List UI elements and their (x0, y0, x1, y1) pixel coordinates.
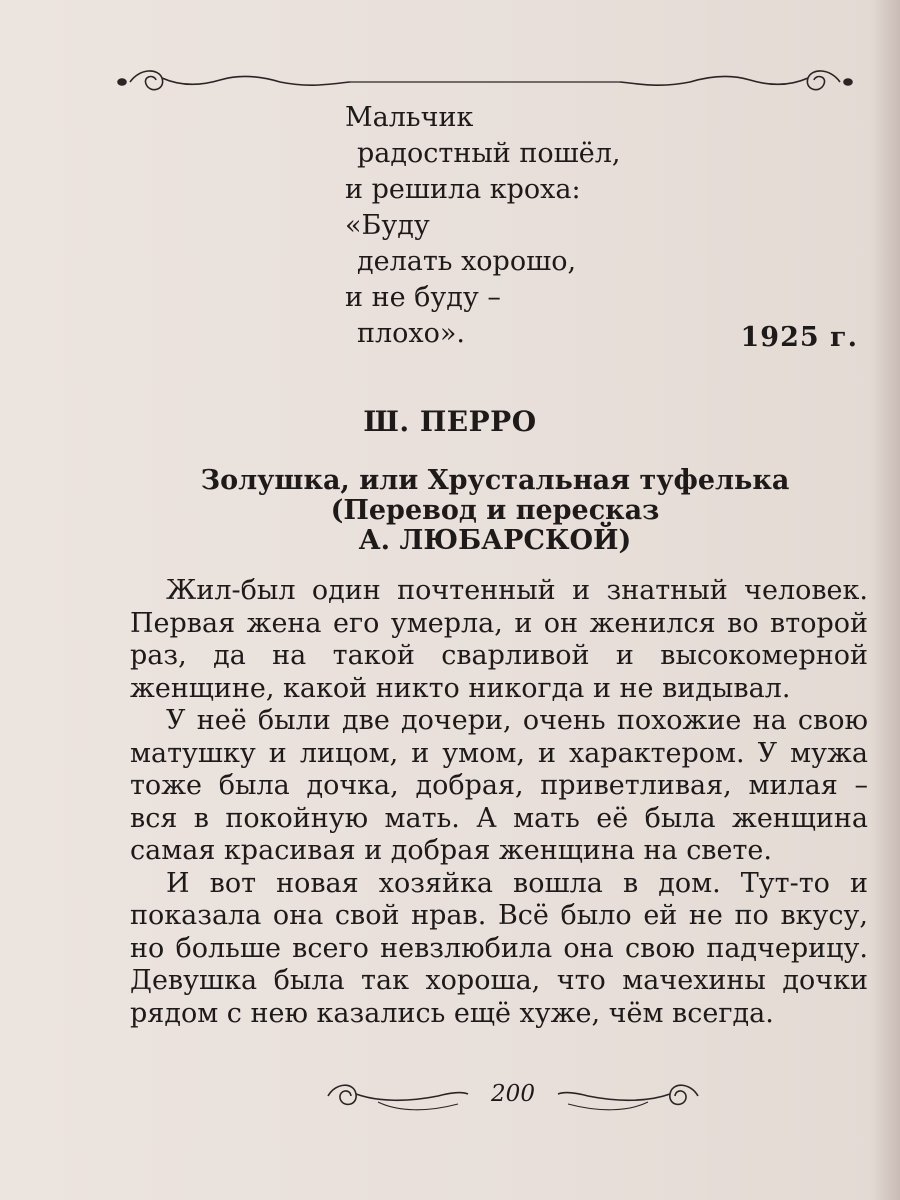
poem-line: радостный пошёл, (357, 138, 621, 169)
poem-excerpt (345, 100, 620, 352)
story-title-line: Золушка, или Хрустальная туфелька (200, 465, 790, 496)
poem-line: и решила кроха: (345, 174, 581, 205)
story-title (130, 466, 860, 556)
story-title-line: (Перевод и пересказ (330, 495, 660, 526)
page-footer (318, 1072, 708, 1122)
poem-year: 1925 г. (740, 322, 858, 353)
poem-line: и не буду – (345, 282, 501, 313)
page-number: 200 (491, 1081, 535, 1107)
story-paragraph: И вот новая хозяйка вошла в дом. Тут-то и показала она свой нрав. Всё было ей не по вкусу, но больше всего невзлюбила она свою падчерицу. Девушка была так хороша, что мачехины дочки рядом с нею казались ещё хуже, чём всегда. (130, 867, 868, 1029)
story-paragraph: Жил-был один почтенный и знатный человек. Первая жена его умерла, и он женился во второй раз, да на такой сварливой и высокомерной женщине, какой никто никогда и не видывал. (130, 575, 868, 704)
poem-line: делать хорошо, (357, 246, 577, 277)
story-title-line: А. ЛЮБАРСКОЙ) (358, 525, 632, 556)
poem-line: плохо». (357, 318, 465, 349)
top-ornament (110, 62, 860, 102)
story-paragraph: У неё были две дочери, очень похожие на свою матушку и лицом, и умом, и характером. У мужа тоже была дочка, добрая, приветливая, милая – вся в покойную мать. А мать её была женщина самая красивая и добрая женщина на свете. (130, 705, 868, 866)
poem-line: «Буду (345, 210, 430, 241)
story-author: Ш. ПЕРРО (363, 405, 537, 438)
page-edge-shadow (870, 0, 900, 1200)
poem-line: Мальчик (345, 102, 474, 133)
story-body (130, 575, 868, 1030)
